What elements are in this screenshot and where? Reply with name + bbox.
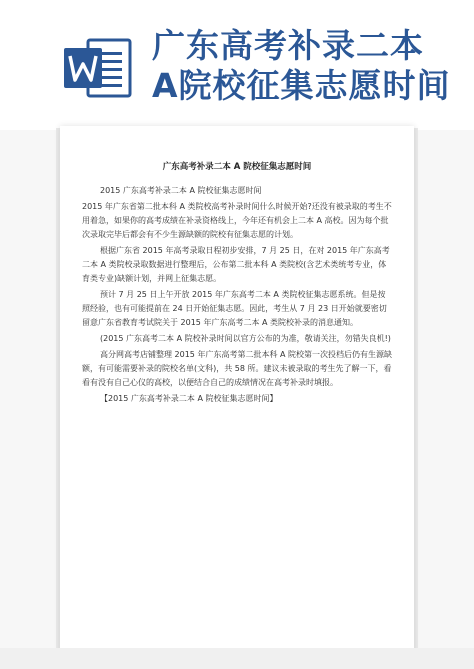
- banner-title-line2: A院校征集志愿时间: [152, 66, 451, 105]
- document-title: 广东高考补录二本 A 院校征集志愿时间: [162, 162, 312, 172]
- word-document-icon: [62, 36, 132, 100]
- document-body: [82, 160, 392, 408]
- paragraph: 预计 7 月 25 日上午开放 2015 年广东高考二本 A 类院校征集志愿系统。但是按照经验，也有可能提前在 24 日开始征集志愿。因此，考生从 7 月 23 日开始就要密切留意广东省教育考试院关于 2015 年广东高考二本 A 类院校补录的消息通知。: [82, 290, 387, 327]
- bottom-strip: [0, 648, 474, 669]
- banner-title-line1: 广东高考补录二本: [152, 26, 424, 65]
- paragraph: (2015 广东高考二本 A 院校补录时间以官方公布的为准，敬请关注，勿错失良机!): [100, 334, 391, 343]
- paragraph: 根据广东省 2015 年高考录取日程初步安排，7 月 25 日，在对 2015 年广东高考二本 A 类院校录取数据进行整理后，公布第二批本科 A 类院校(含艺术类统考专业，体育类专业)缺额计划，并网上征集志愿。: [82, 246, 390, 283]
- banner: [0, 0, 474, 130]
- paragraph: 【2015 广东高考补录二本 A 院校征集志愿时间】: [100, 394, 278, 403]
- banner-title: [152, 26, 470, 106]
- paragraph: 2015 广东高考补录二本 A 院校征集志愿时间: [100, 186, 262, 195]
- paragraph: 高分网高考店铺整理 2015 年广东高考第二批本科 A 院校第一次投档后仍有生源缺额，有可能需要补录的院校名单(文科)，共 58 所。建议未被录取的考生先了解一下，看看有没有自己心仪的高校，以便结合自己的成绩情况在高考补录时填报。: [82, 350, 393, 387]
- paragraph: 2015 年广东省第二批本科 A 类院校高考补录时间什么时候开始?还没有被录取的考生不用着急，如果你的高考成绩在补录资格线上，今年还有机会上二本 A 高校。因为每个批次录取完毕后都会有不少生源缺额的院校有征集志愿的计划。: [82, 202, 392, 239]
